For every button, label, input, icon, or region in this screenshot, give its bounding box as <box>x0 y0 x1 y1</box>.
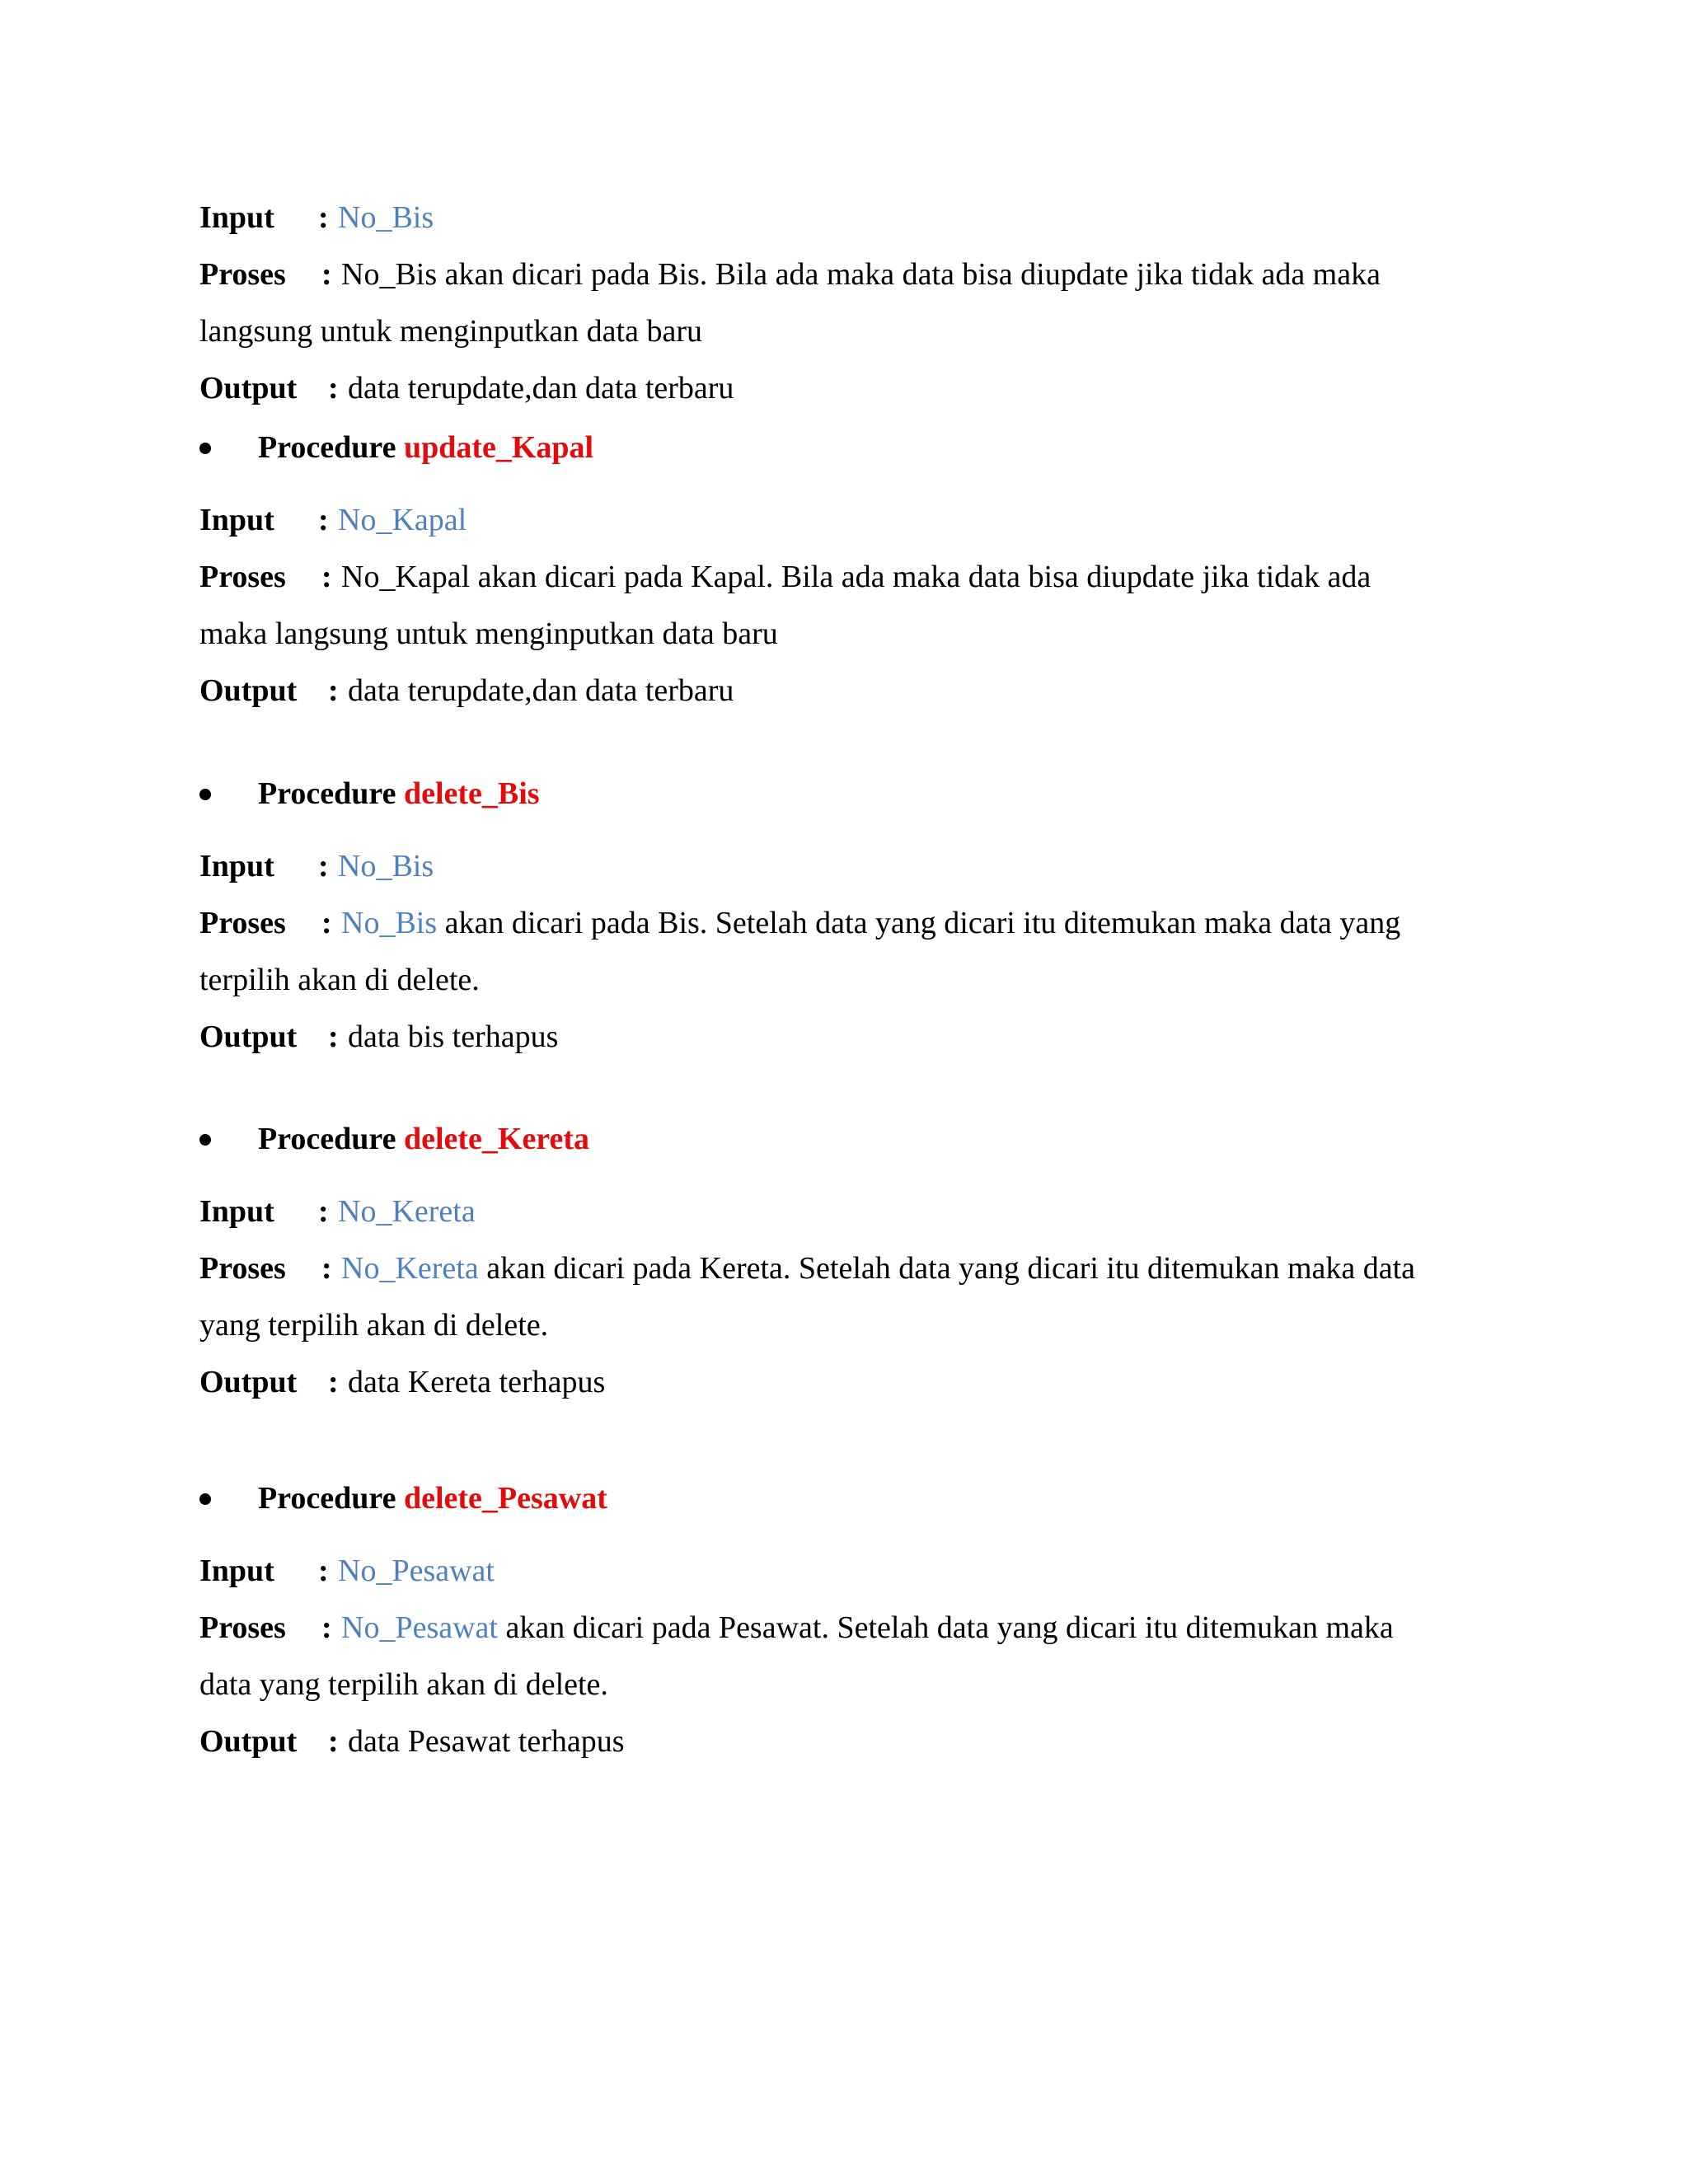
procedure-keyword: Procedure <box>258 430 396 465</box>
output-value: data Kereta terhapus <box>348 1365 606 1399</box>
proses-label: Proses <box>199 560 286 594</box>
bullet-icon <box>199 443 211 454</box>
output-line <box>199 368 1502 409</box>
proses-line <box>199 902 1502 944</box>
colon: : <box>328 1019 339 1054</box>
output-label: Output <box>199 371 298 405</box>
output-label: Output <box>199 673 298 708</box>
proses-line <box>199 1607 1502 1648</box>
proses-text: akan dicari pada Pesawat. Setelah data yang dicari itu ditemukan maka <box>497 1610 1394 1645</box>
proses-line <box>199 254 1502 295</box>
proses-continuation: data yang terpilih akan di delete. <box>199 1667 608 1702</box>
colon: : <box>328 1724 339 1759</box>
output-label: Output <box>199 1365 298 1399</box>
proses-continuation: yang terpilih akan di delete. <box>199 1308 549 1343</box>
output-value: data Pesawat terhapus <box>348 1724 625 1759</box>
input-line <box>199 846 1502 887</box>
colon: : <box>328 371 339 405</box>
bullet-icon <box>199 1493 211 1505</box>
procedure-keyword: Procedure <box>258 1122 396 1156</box>
colon: : <box>328 673 339 708</box>
input-label: Input <box>199 200 274 235</box>
output-line <box>199 1721 1502 1762</box>
input-value: No_Kereta <box>338 1194 476 1229</box>
colon: : <box>318 200 329 235</box>
proses-ref: No_Kereta <box>341 1251 479 1286</box>
output-value: data bis terhapus <box>348 1019 559 1054</box>
proses-label: Proses <box>199 906 286 940</box>
output-value: data terupdate,dan data terbaru <box>348 371 734 405</box>
procedure-keyword: Procedure <box>258 776 396 811</box>
colon: : <box>318 1554 329 1588</box>
input-line <box>199 197 1502 238</box>
input-label: Input <box>199 1554 274 1588</box>
input-line <box>199 1191 1502 1232</box>
bullet-icon <box>199 1134 211 1146</box>
output-line <box>199 1361 1502 1403</box>
proses-line <box>199 556 1502 598</box>
output-value: data terupdate,dan data terbaru <box>348 673 734 708</box>
procedure-name: delete_Bis <box>403 776 540 811</box>
proses-continuation: langsung untuk menginputkan data baru <box>199 314 702 349</box>
input-value: No_Bis <box>338 849 434 883</box>
proses-line <box>199 1248 1502 1289</box>
proses-text: akan dicari pada Kereta. Setelah data yang dicari itu ditemukan maka data <box>478 1251 1416 1286</box>
input-line <box>199 499 1502 541</box>
input-value: No_Pesawat <box>338 1554 495 1588</box>
colon: : <box>321 1610 332 1645</box>
procedure-keyword: Procedure <box>258 1481 396 1516</box>
procedure-name: delete_Kereta <box>403 1122 590 1156</box>
proses-ref: No_Pesawat <box>341 1610 498 1645</box>
colon: : <box>321 906 332 940</box>
procedure-name: delete_Pesawat <box>403 1481 607 1516</box>
colon: : <box>321 1251 332 1286</box>
proses-continuation: maka langsung untuk menginputkan data baru <box>199 616 778 651</box>
proses-label: Proses <box>199 257 286 292</box>
proses-label: Proses <box>199 1251 286 1286</box>
proses-text: No_Bis akan dicari pada Bis. Bila ada maka data bisa diupdate jika tidak ada maka <box>341 257 1381 292</box>
output-label: Output <box>199 1724 298 1759</box>
input-value: No_Kapal <box>338 503 467 537</box>
colon: : <box>318 503 329 537</box>
input-label: Input <box>199 1194 274 1229</box>
colon: : <box>321 257 332 292</box>
colon: : <box>328 1365 339 1399</box>
input-value: No_Bis <box>338 200 434 235</box>
input-line <box>199 1550 1502 1591</box>
output-line <box>199 1016 1502 1057</box>
output-line <box>199 670 1502 711</box>
input-label: Input <box>199 849 274 883</box>
proses-continuation: terpilih akan di delete. <box>199 963 480 997</box>
procedure-name: update_Kapal <box>403 430 594 465</box>
colon: : <box>321 560 332 594</box>
proses-label: Proses <box>199 1610 286 1645</box>
proses-ref: No_Bis <box>341 906 438 940</box>
output-label: Output <box>199 1019 298 1054</box>
colon: : <box>318 1194 329 1229</box>
bullet-icon <box>199 789 211 800</box>
proses-text: akan dicari pada Bis. Setelah data yang dicari itu ditemukan maka data yang <box>437 906 1401 940</box>
colon: : <box>318 849 329 883</box>
proses-text: No_Kapal akan dicari pada Kapal. Bila ada maka data bisa diupdate jika tidak ada <box>341 560 1372 594</box>
input-label: Input <box>199 503 274 537</box>
